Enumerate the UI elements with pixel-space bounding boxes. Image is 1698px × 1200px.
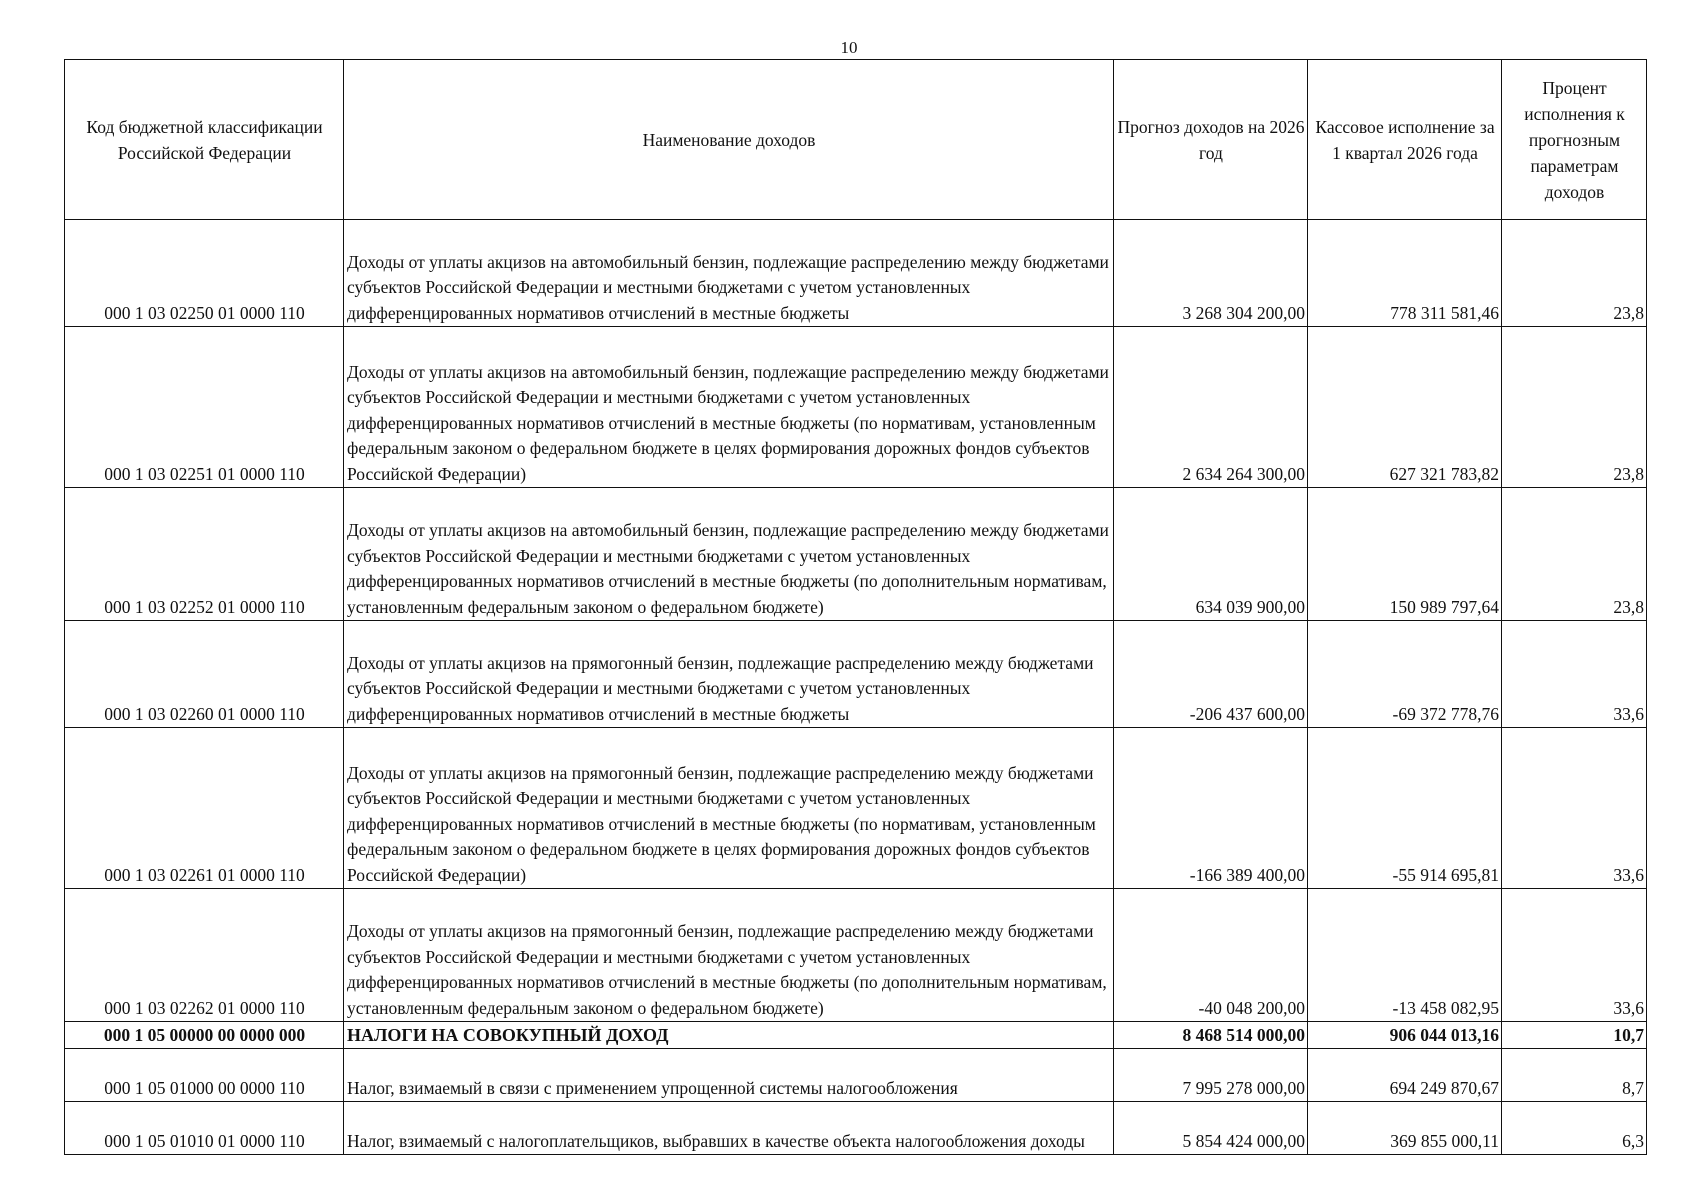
row-name: Доходы от уплаты акцизов на прямогонный бензин, подлежащие распределению между бюджетами субъектов Российской Федерации и местными бюджетами с учетом установленных дифференцированных нормативов отчислений в местные бюджеты (по нормативам, установленным федеральным законом о федеральном бюджете в целях формирования дорожных фондов субъектов Российской Федерации) xyxy=(344,728,1114,889)
column-header-code: Код бюджетной классификации Российской Федерации xyxy=(65,60,344,220)
row-forecast: 634 039 900,00 xyxy=(1114,488,1308,621)
row-percent: 6,3 xyxy=(1502,1102,1647,1155)
table-row xyxy=(65,220,1647,327)
row-code: 000 1 05 01000 00 0000 110 xyxy=(65,1049,344,1102)
page-number: 10 xyxy=(840,38,858,57)
row-percent: 23,8 xyxy=(1502,327,1647,488)
table-row xyxy=(65,621,1647,728)
row-executed: 906 044 013,16 xyxy=(1308,1022,1502,1049)
row-name: Доходы от уплаты акцизов на автомобильный бензин, подлежащие распределению между бюджетами субъектов Российской Федерации и местными бюджетами с учетом установленных дифференцированных нормативов отчислений в местные бюджеты (по нормативам, установленным федеральным законом о федеральном бюджете в целях формирования дорожных фондов субъектов Российской Федерации) xyxy=(344,327,1114,488)
column-header-percent: Процент исполнения к прогнозным параметрам доходов xyxy=(1502,60,1647,220)
column-header-name: Наименование доходов xyxy=(344,60,1114,220)
row-code: 000 1 03 02262 01 0000 110 xyxy=(65,889,344,1022)
row-executed: 778 311 581,46 xyxy=(1308,220,1502,327)
row-forecast: -40 048 200,00 xyxy=(1114,889,1308,1022)
table-row-total xyxy=(65,1022,1647,1049)
row-code: 000 1 03 02260 01 0000 110 xyxy=(65,621,344,728)
column-header-forecast: Прогноз доходов на 2026 год xyxy=(1114,60,1308,220)
row-name: НАЛОГИ НА СОВОКУПНЫЙ ДОХОД xyxy=(344,1022,1114,1049)
row-code: 000 1 03 02251 01 0000 110 xyxy=(65,327,344,488)
row-executed: -69 372 778,76 xyxy=(1308,621,1502,728)
row-percent: 8,7 xyxy=(1502,1049,1647,1102)
row-forecast: 7 995 278 000,00 xyxy=(1114,1049,1308,1102)
table-row xyxy=(65,889,1647,1022)
row-forecast: 8 468 514 000,00 xyxy=(1114,1022,1308,1049)
row-code: 000 1 05 01010 01 0000 110 xyxy=(65,1102,344,1155)
table-row xyxy=(65,1049,1647,1102)
row-name: Доходы от уплаты акцизов на автомобильный бензин, подлежащие распределению между бюджетами субъектов Российской Федерации и местными бюджетами с учетом установленных дифференцированных нормативов отчислений в местные бюджеты (по дополнительным нормативам, установленным федеральным законом о федеральном бюджете) xyxy=(344,488,1114,621)
row-executed: -55 914 695,81 xyxy=(1308,728,1502,889)
row-executed: 150 989 797,64 xyxy=(1308,488,1502,621)
table-header-row xyxy=(65,60,1647,220)
row-code: 000 1 03 02261 01 0000 110 xyxy=(65,728,344,889)
column-header-executed: Кассовое исполнение за 1 квартал 2026 года xyxy=(1308,60,1502,220)
row-percent: 10,7 xyxy=(1502,1022,1647,1049)
row-executed: 694 249 870,67 xyxy=(1308,1049,1502,1102)
row-percent: 23,8 xyxy=(1502,488,1647,621)
row-percent: 23,8 xyxy=(1502,220,1647,327)
row-executed: 627 321 783,82 xyxy=(1308,327,1502,488)
row-name: Налог, взимаемый в связи с применением упрощенной системы налогообложения xyxy=(344,1049,1114,1102)
row-forecast: -166 389 400,00 xyxy=(1114,728,1308,889)
table-row xyxy=(65,728,1647,889)
row-code: 000 1 03 02252 01 0000 110 xyxy=(65,488,344,621)
row-forecast: 2 634 264 300,00 xyxy=(1114,327,1308,488)
row-name: Налог, взимаемый с налогоплательщиков, выбравших в качестве объекта налогообложения доходы xyxy=(344,1102,1114,1155)
row-name: Доходы от уплаты акцизов на прямогонный бензин, подлежащие распределению между бюджетами субъектов Российской Федерации и местными бюджетами с учетом установленных дифференцированных нормативов отчислений в местные бюджеты (по дополнительным нормативам, установленным федеральным законом о федеральном бюджете) xyxy=(344,889,1114,1022)
row-executed: -13 458 082,95 xyxy=(1308,889,1502,1022)
table-row xyxy=(65,1102,1647,1155)
row-percent: 33,6 xyxy=(1502,621,1647,728)
row-name: Доходы от уплаты акцизов на автомобильный бензин, подлежащие распределению между бюджетами субъектов Российской Федерации и местными бюджетами с учетом установленных дифференцированных нормативов отчислений в местные бюджеты xyxy=(344,220,1114,327)
row-forecast: -206 437 600,00 xyxy=(1114,621,1308,728)
row-name: Доходы от уплаты акцизов на прямогонный бензин, подлежащие распределению между бюджетами субъектов Российской Федерации и местными бюджетами с учетом установленных дифференцированных нормативов отчислений в местные бюджеты xyxy=(344,621,1114,728)
row-forecast: 5 854 424 000,00 xyxy=(1114,1102,1308,1155)
table-row xyxy=(65,488,1647,621)
row-executed: 369 855 000,11 xyxy=(1308,1102,1502,1155)
row-code: 000 1 05 00000 00 0000 000 xyxy=(65,1022,344,1049)
row-code: 000 1 03 02250 01 0000 110 xyxy=(65,220,344,327)
row-percent: 33,6 xyxy=(1502,889,1647,1022)
row-forecast: 3 268 304 200,00 xyxy=(1114,220,1308,327)
table-row xyxy=(65,327,1647,488)
row-percent: 33,6 xyxy=(1502,728,1647,889)
revenue-table xyxy=(64,59,1647,1155)
